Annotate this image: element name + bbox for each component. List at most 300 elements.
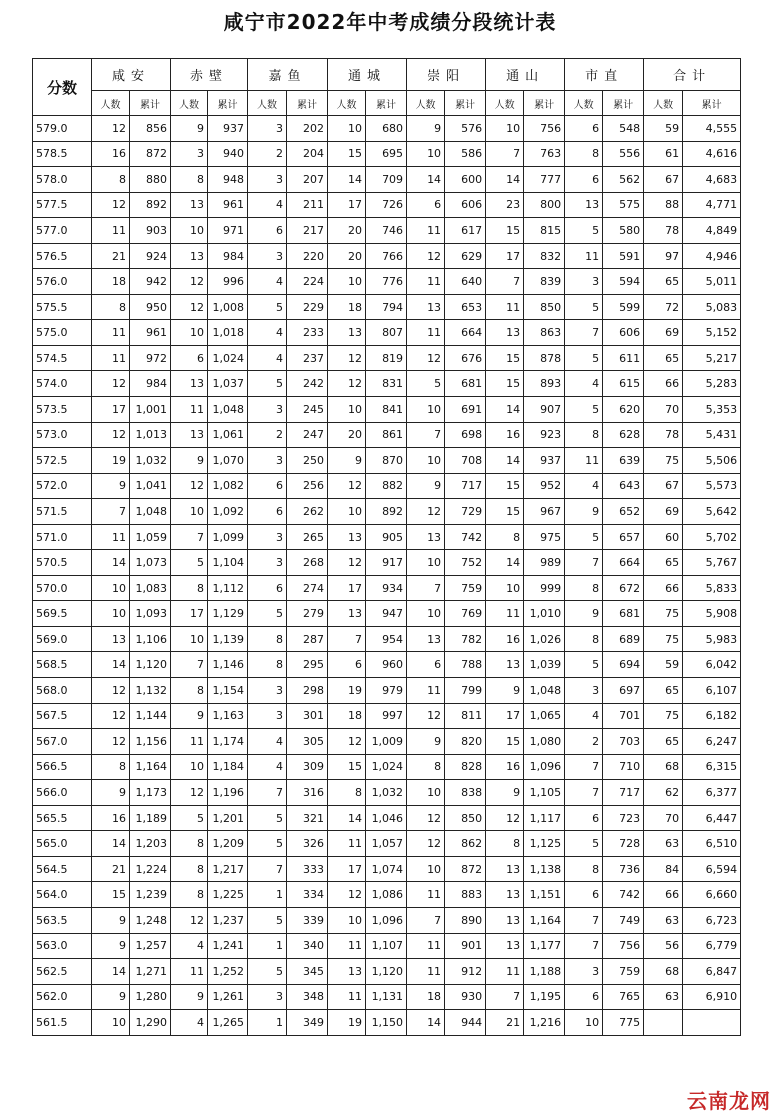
count-cell: 23 — [486, 192, 524, 218]
cumulative-cell: 782 — [445, 626, 486, 652]
cumulative-cell: 653 — [445, 294, 486, 320]
count-cell: 17 — [328, 856, 366, 882]
count-cell: 12 — [328, 550, 366, 576]
count-cell: 10 — [92, 601, 130, 627]
count-cell: 4 — [565, 473, 603, 499]
count-cell: 17 — [328, 192, 366, 218]
cumulative-cell: 1,195 — [524, 984, 565, 1010]
count-cell: 13 — [486, 652, 524, 678]
table-row — [33, 550, 741, 576]
count-cell: 10 — [171, 626, 208, 652]
cumulative-cell: 917 — [366, 550, 407, 576]
count-cell: 10 — [92, 1010, 130, 1036]
cumulative-cell: 6,847 — [683, 959, 741, 985]
count-cell: 9 — [407, 473, 445, 499]
cumulative-cell: 934 — [366, 575, 407, 601]
count-cell: 21 — [92, 243, 130, 269]
cumulative-cell: 1,239 — [130, 882, 171, 908]
count-cell: 65 — [644, 550, 683, 576]
count-cell: 12 — [407, 831, 445, 857]
cumulative-cell: 924 — [130, 243, 171, 269]
count-cell: 13 — [486, 882, 524, 908]
cumulative-cell: 815 — [524, 218, 565, 244]
count-cell: 6 — [565, 167, 603, 193]
cumulative-cell: 872 — [130, 141, 171, 167]
count-cell: 10 — [407, 448, 445, 474]
count-cell: 3 — [248, 550, 287, 576]
score-cell: 568.0 — [33, 678, 92, 704]
count-cell: 16 — [486, 754, 524, 780]
cumulative-cell: 1,154 — [208, 678, 248, 704]
cumulative-cell: 1,061 — [208, 422, 248, 448]
count-cell: 8 — [565, 141, 603, 167]
count-cell: 14 — [92, 652, 130, 678]
cumulative-cell: 1,048 — [524, 678, 565, 704]
cumulative-cell: 680 — [366, 116, 407, 142]
count-cell: 13 — [92, 626, 130, 652]
count-cell: 17 — [486, 243, 524, 269]
cumulative-cell: 345 — [287, 959, 328, 985]
cumulative-cell: 850 — [524, 294, 565, 320]
count-cell: 13 — [328, 320, 366, 346]
cumulative-cell: 1,032 — [130, 448, 171, 474]
count-cell: 12 — [92, 422, 130, 448]
count-cell: 15 — [486, 218, 524, 244]
cumulative-cell: 298 — [287, 678, 328, 704]
count-cell: 8 — [486, 831, 524, 857]
score-cell: 577.5 — [33, 192, 92, 218]
count-cell: 7 — [328, 626, 366, 652]
count-cell: 21 — [92, 856, 130, 882]
cumulative-cell: 1,189 — [130, 805, 171, 831]
county-header-chongyang: 崇阳 — [407, 59, 486, 91]
count-cell: 12 — [92, 371, 130, 397]
count-cell: 14 — [486, 167, 524, 193]
count-cell: 20 — [328, 422, 366, 448]
score-cell: 573.5 — [33, 397, 92, 423]
count-cell: 5 — [248, 907, 287, 933]
count-cell: 8 — [171, 856, 208, 882]
cumulative-cell: 892 — [366, 499, 407, 525]
cumulative-cell: 1,125 — [524, 831, 565, 857]
cumulative-cell: 979 — [366, 678, 407, 704]
cumulative-cell: 1,070 — [208, 448, 248, 474]
cumulative-cell: 1,138 — [524, 856, 565, 882]
score-cell: 572.0 — [33, 473, 92, 499]
cumulative-cell: 6,182 — [683, 703, 741, 729]
cumulative-cell: 640 — [445, 269, 486, 295]
count-cell: 9 — [328, 448, 366, 474]
count-cell: 78 — [644, 422, 683, 448]
count-cell: 16 — [92, 805, 130, 831]
cumulative-cell: 1,163 — [208, 703, 248, 729]
count-cell: 4 — [248, 729, 287, 755]
score-cell: 563.5 — [33, 907, 92, 933]
count-cell: 20 — [328, 218, 366, 244]
count-cell: 12 — [407, 345, 445, 371]
cumulative-cell: 268 — [287, 550, 328, 576]
count-cell: 2 — [248, 422, 287, 448]
score-cell: 571.0 — [33, 524, 92, 550]
count-cell: 5 — [171, 550, 208, 576]
cumulative-cell: 256 — [287, 473, 328, 499]
cumulative-cell: 1,280 — [130, 984, 171, 1010]
score-cell: 564.5 — [33, 856, 92, 882]
count-cell: 72 — [644, 294, 683, 320]
table-header — [33, 59, 741, 116]
count-cell: 4 — [248, 269, 287, 295]
cumulative-cell: 1,225 — [208, 882, 248, 908]
cumulative-cell: 5,908 — [683, 601, 741, 627]
count-cell: 14 — [92, 959, 130, 985]
table-row — [33, 984, 741, 1010]
cumulative-cell: 903 — [130, 218, 171, 244]
count-cell: 62 — [644, 780, 683, 806]
table-row — [33, 499, 741, 525]
count-cell: 12 — [328, 882, 366, 908]
cumulative-cell: 1,074 — [366, 856, 407, 882]
cumulative-cell: 729 — [445, 499, 486, 525]
cumulative-cell: 1,082 — [208, 473, 248, 499]
count-cell: 7 — [92, 499, 130, 525]
cumulative-cell: 1,073 — [130, 550, 171, 576]
cumulative-cell: 5,283 — [683, 371, 741, 397]
count-cell: 11 — [407, 678, 445, 704]
count-cell: 19 — [92, 448, 130, 474]
count-cell: 7 — [565, 933, 603, 959]
count-cell: 17 — [171, 601, 208, 627]
cumulative-cell: 1,024 — [208, 345, 248, 371]
cumulative-cell: 1,150 — [366, 1010, 407, 1036]
count-cell: 7 — [486, 141, 524, 167]
cumulative-cell: 348 — [287, 984, 328, 1010]
count-cell: 15 — [486, 345, 524, 371]
cumulative-cell: 1,024 — [366, 754, 407, 780]
cumulative-cell: 1,010 — [524, 601, 565, 627]
score-cell: 576.5 — [33, 243, 92, 269]
count-cell: 75 — [644, 601, 683, 627]
table-row — [33, 448, 741, 474]
count-cell: 13 — [407, 626, 445, 652]
cumulative-cell: 606 — [445, 192, 486, 218]
count-cell: 63 — [644, 984, 683, 1010]
count-cell: 15 — [486, 371, 524, 397]
count-cell: 2 — [248, 141, 287, 167]
count-cell: 70 — [644, 397, 683, 423]
cumulative-cell: 1,037 — [208, 371, 248, 397]
score-cell: 572.5 — [33, 448, 92, 474]
cumulative-cell: 211 — [287, 192, 328, 218]
cumulative-cell: 1,265 — [208, 1010, 248, 1036]
cumulative-cell: 756 — [524, 116, 565, 142]
count-cell: 10 — [407, 856, 445, 882]
cumulative-cell: 274 — [287, 575, 328, 601]
cumulative-cell: 672 — [603, 575, 644, 601]
score-cell: 569.0 — [33, 626, 92, 652]
cumulative-cell: 942 — [130, 269, 171, 295]
count-cell: 12 — [407, 243, 445, 269]
cumulative-cell: 890 — [445, 907, 486, 933]
cumulative-cell: 1,241 — [208, 933, 248, 959]
cumulative-cell: 5,011 — [683, 269, 741, 295]
table-row — [33, 831, 741, 857]
score-cell: 569.5 — [33, 601, 92, 627]
cumulative-cell: 204 — [287, 141, 328, 167]
cumulative-cell: 1,048 — [130, 499, 171, 525]
count-cell: 7 — [565, 754, 603, 780]
cumulative-cell: 1,112 — [208, 575, 248, 601]
count-cell: 13 — [407, 294, 445, 320]
cumulative-cell: 989 — [524, 550, 565, 576]
cumulative-cell: 1,026 — [524, 626, 565, 652]
cumulative-cell: 841 — [366, 397, 407, 423]
cumulative-cell: 1,290 — [130, 1010, 171, 1036]
table-row — [33, 729, 741, 755]
cumulative-cell: 1,156 — [130, 729, 171, 755]
count-cell: 12 — [328, 729, 366, 755]
cumulative-cell: 954 — [366, 626, 407, 652]
score-cell: 570.5 — [33, 550, 92, 576]
score-cell: 561.5 — [33, 1010, 92, 1036]
cumulative-cell: 1,065 — [524, 703, 565, 729]
count-cell: 9 — [486, 780, 524, 806]
count-cell: 15 — [486, 729, 524, 755]
count-cell: 6 — [565, 984, 603, 1010]
subheader-cumulative: 累计 — [287, 91, 328, 116]
cumulative-cell: 756 — [603, 933, 644, 959]
cumulative-cell: 878 — [524, 345, 565, 371]
cumulative-cell: 694 — [603, 652, 644, 678]
count-cell: 10 — [407, 780, 445, 806]
table-row — [33, 294, 741, 320]
count-cell: 10 — [171, 320, 208, 346]
table-row — [33, 345, 741, 371]
cumulative-cell: 1,188 — [524, 959, 565, 985]
count-cell: 6 — [248, 575, 287, 601]
count-cell: 6 — [171, 345, 208, 371]
cumulative-cell: 1,032 — [366, 780, 407, 806]
count-cell: 19 — [328, 678, 366, 704]
count-cell: 18 — [407, 984, 445, 1010]
table-row — [33, 575, 741, 601]
count-cell: 63 — [644, 907, 683, 933]
cumulative-cell: 1,164 — [130, 754, 171, 780]
count-cell: 18 — [92, 269, 130, 295]
count-cell: 13 — [171, 422, 208, 448]
count-cell: 7 — [565, 780, 603, 806]
count-cell: 65 — [644, 269, 683, 295]
cumulative-cell: 1,039 — [524, 652, 565, 678]
count-cell: 14 — [328, 167, 366, 193]
count-cell: 9 — [92, 984, 130, 1010]
cumulative-cell: 333 — [287, 856, 328, 882]
count-cell: 10 — [171, 218, 208, 244]
cumulative-cell: 5,983 — [683, 626, 741, 652]
table-row — [33, 754, 741, 780]
count-cell: 5 — [248, 831, 287, 857]
subheader-cumulative: 累计 — [524, 91, 565, 116]
cumulative-cell: 309 — [287, 754, 328, 780]
score-cell: 577.0 — [33, 218, 92, 244]
count-cell: 15 — [486, 499, 524, 525]
count-cell: 21 — [486, 1010, 524, 1036]
cumulative-cell: 1,151 — [524, 882, 565, 908]
count-cell: 8 — [92, 294, 130, 320]
score-cell: 575.0 — [33, 320, 92, 346]
count-cell: 7 — [407, 907, 445, 933]
cumulative-cell: 1,139 — [208, 626, 248, 652]
cumulative-cell: 606 — [603, 320, 644, 346]
cumulative-cell: 1,217 — [208, 856, 248, 882]
cumulative-cell: 788 — [445, 652, 486, 678]
count-cell: 65 — [644, 729, 683, 755]
count-cell: 11 — [328, 984, 366, 1010]
cumulative-cell: 961 — [130, 320, 171, 346]
count-cell: 9 — [92, 933, 130, 959]
count-cell: 63 — [644, 831, 683, 857]
score-cell: 578.5 — [33, 141, 92, 167]
count-cell: 10 — [407, 601, 445, 627]
cumulative-cell: 901 — [445, 933, 486, 959]
cumulative-cell: 242 — [287, 371, 328, 397]
cumulative-cell: 1,046 — [366, 805, 407, 831]
count-cell: 5 — [565, 294, 603, 320]
count-cell: 9 — [565, 499, 603, 525]
count-cell: 11 — [407, 218, 445, 244]
score-cell: 575.5 — [33, 294, 92, 320]
count-cell: 16 — [486, 626, 524, 652]
table-row — [33, 243, 741, 269]
count-cell: 3 — [248, 167, 287, 193]
subheader-count: 人数 — [171, 91, 208, 116]
cumulative-cell: 971 — [208, 218, 248, 244]
cumulative-cell: 996 — [208, 269, 248, 295]
table-row — [33, 652, 741, 678]
count-cell: 59 — [644, 652, 683, 678]
count-cell: 65 — [644, 678, 683, 704]
cumulative-cell: 882 — [366, 473, 407, 499]
cumulative-cell: 620 — [603, 397, 644, 423]
count-cell: 7 — [248, 856, 287, 882]
cumulative-cell: 838 — [445, 780, 486, 806]
count-cell: 7 — [486, 984, 524, 1010]
cumulative-cell: 703 — [603, 729, 644, 755]
score-distribution-table — [32, 58, 741, 1036]
count-cell: 10 — [486, 116, 524, 142]
table-row — [33, 703, 741, 729]
table-row — [33, 167, 741, 193]
count-cell: 10 — [407, 397, 445, 423]
cumulative-cell: 839 — [524, 269, 565, 295]
cumulative-cell: 591 — [603, 243, 644, 269]
count-cell: 8 — [328, 780, 366, 806]
cumulative-cell: 728 — [603, 831, 644, 857]
score-cell: 562.5 — [33, 959, 92, 985]
table-row — [33, 601, 741, 627]
cumulative-cell: 657 — [603, 524, 644, 550]
count-cell: 9 — [486, 678, 524, 704]
count-cell: 68 — [644, 754, 683, 780]
count-cell: 9 — [407, 116, 445, 142]
count-cell: 7 — [171, 652, 208, 678]
subheader-count: 人数 — [328, 91, 366, 116]
count-cell: 5 — [248, 805, 287, 831]
count-cell: 75 — [644, 626, 683, 652]
cumulative-cell: 1,120 — [366, 959, 407, 985]
cumulative-cell: 279 — [287, 601, 328, 627]
count-cell: 12 — [328, 345, 366, 371]
cumulative-cell: 947 — [366, 601, 407, 627]
count-cell: 14 — [92, 831, 130, 857]
subheader-count: 人数 — [644, 91, 683, 116]
score-cell: 566.0 — [33, 780, 92, 806]
count-cell: 12 — [92, 678, 130, 704]
count-cell: 3 — [248, 243, 287, 269]
cumulative-cell: 5,152 — [683, 320, 741, 346]
subheader-count: 人数 — [248, 91, 287, 116]
count-cell: 10 — [565, 1010, 603, 1036]
cumulative-cell: 1,164 — [524, 907, 565, 933]
count-cell: 60 — [644, 524, 683, 550]
score-cell: 574.0 — [33, 371, 92, 397]
cumulative-cell: 5,431 — [683, 422, 741, 448]
count-cell: 19 — [328, 1010, 366, 1036]
county-header-tongcheng: 通城 — [328, 59, 407, 91]
count-cell: 61 — [644, 141, 683, 167]
count-cell: 7 — [565, 550, 603, 576]
count-cell: 10 — [328, 499, 366, 525]
cumulative-cell: 629 — [445, 243, 486, 269]
cumulative-cell: 5,573 — [683, 473, 741, 499]
count-cell: 18 — [328, 703, 366, 729]
cumulative-cell: 6,107 — [683, 678, 741, 704]
score-cell: 567.5 — [33, 703, 92, 729]
count-cell: 67 — [644, 473, 683, 499]
count-cell: 15 — [328, 754, 366, 780]
cumulative-cell: 892 — [130, 192, 171, 218]
cumulative-cell: 615 — [603, 371, 644, 397]
count-cell: 66 — [644, 575, 683, 601]
cumulative-cell: 340 — [287, 933, 328, 959]
cumulative-cell: 316 — [287, 780, 328, 806]
count-cell: 1 — [248, 933, 287, 959]
county-header-shizhi: 市直 — [565, 59, 644, 91]
cumulative-cell: 1,099 — [208, 524, 248, 550]
count-cell: 10 — [171, 754, 208, 780]
cumulative-cell: 5,642 — [683, 499, 741, 525]
count-cell: 2 — [565, 729, 603, 755]
count-cell: 11 — [486, 959, 524, 985]
count-cell: 10 — [407, 141, 445, 167]
count-cell: 6 — [565, 116, 603, 142]
cumulative-cell: 689 — [603, 626, 644, 652]
count-cell: 6 — [407, 192, 445, 218]
cumulative-cell: 1,086 — [366, 882, 407, 908]
count-cell: 8 — [171, 167, 208, 193]
count-cell: 8 — [565, 856, 603, 882]
count-cell: 8 — [565, 422, 603, 448]
count-cell: 9 — [92, 473, 130, 499]
cumulative-cell: 217 — [287, 218, 328, 244]
count-cell: 7 — [407, 422, 445, 448]
count-cell: 11 — [407, 933, 445, 959]
count-cell: 11 — [407, 320, 445, 346]
cumulative-cell: 1,144 — [130, 703, 171, 729]
cumulative-cell: 1,092 — [208, 499, 248, 525]
count-cell: 5 — [565, 218, 603, 244]
cumulative-cell: 1,048 — [208, 397, 248, 423]
count-cell: 3 — [248, 397, 287, 423]
